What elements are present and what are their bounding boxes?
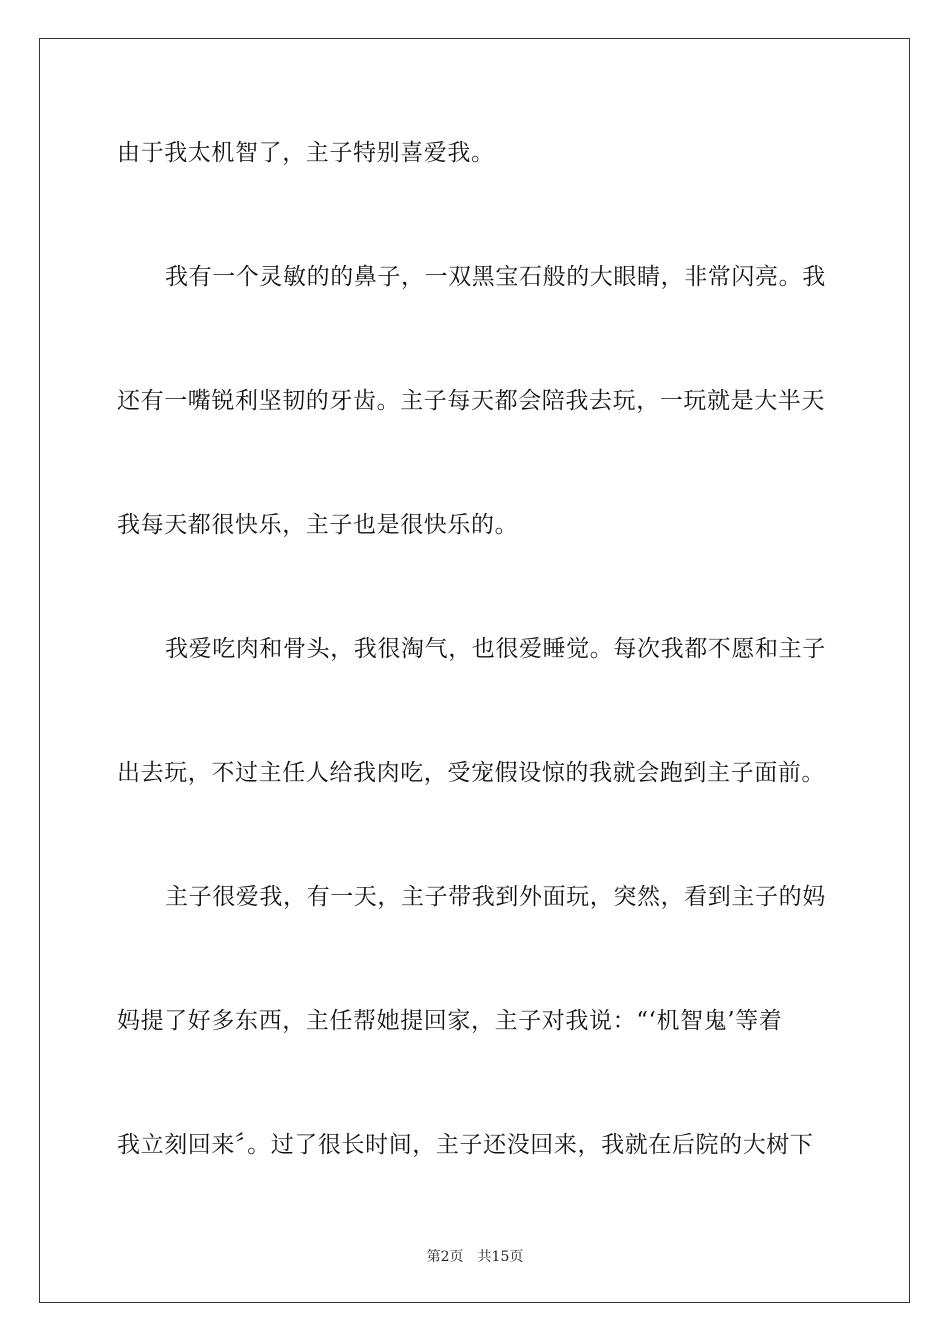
text-line: 出去玩，不过主任人给我肉吃，受宠假设惊的我就会跑到主子面前。: [117, 760, 825, 786]
text-line: 我立刻回来〞。过了很长时间，主子还没回来，我就在后院的大树下: [117, 1132, 814, 1158]
text-line: 妈提了好多东西，主任帮她提回家，主子对我说：“‘机智鬼’等着: [117, 1008, 783, 1034]
text-line: 主子很爱我，有一天，主子带我到外面玩，突然，看到主子的妈: [165, 884, 826, 910]
page-total: 共15页: [477, 1249, 524, 1265]
page-footer: [0, 1248, 950, 1266]
text-line: 我每天都很快乐，主子也是很快乐的。: [117, 512, 519, 538]
text-line: 由于我太机智了，主子特别喜爱我。: [117, 140, 495, 166]
text-line: 我有一个灵敏的的鼻子，一双黑宝石般的大眼睛，非常闪亮。我: [165, 264, 826, 290]
page-number: 第2页: [426, 1249, 464, 1265]
page-border: [39, 38, 910, 1303]
text-line: 我爱吃肉和骨头，我很淘气，也很爱睡觉。每次我都不愿和主子: [165, 636, 826, 662]
text-line: 还有一嘴锐利坚韧的牙齿。主子每天都会陪我去玩，一玩就是大半天: [117, 388, 825, 414]
